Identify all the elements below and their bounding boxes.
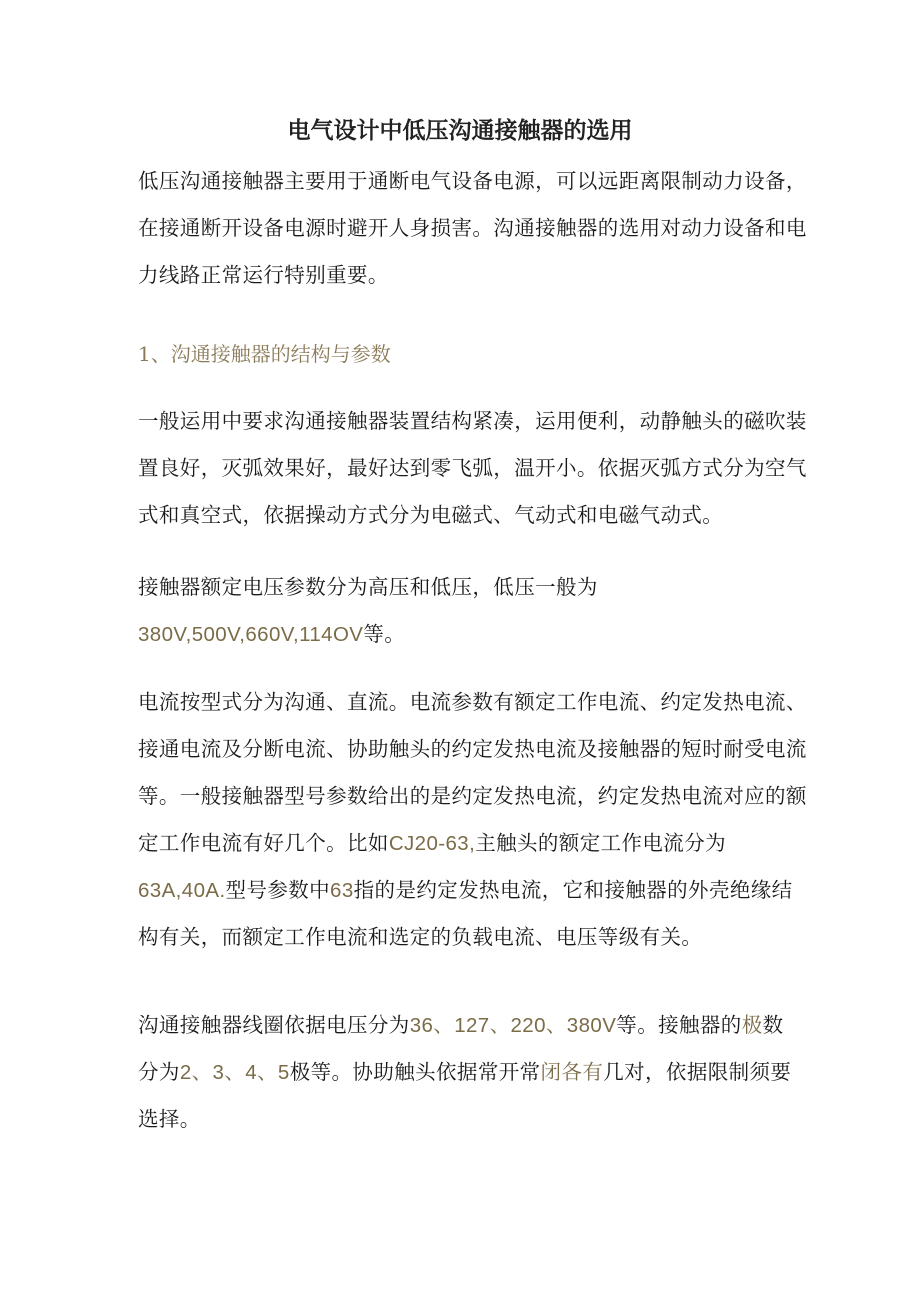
para3-line-5-text-a: 型号参数中: [225, 878, 331, 902]
para3-line-4-text-b: 主触头的额定工作电流分为: [475, 831, 727, 855]
para1-line-2: 置良好，灭弧效果好，最好达到零飞弧，温开小。依据灭弧方式分为空气: [138, 456, 807, 480]
paragraph-coil: [138, 1002, 792, 1143]
para4-line-2-text-b: 极等。协助触头依据常开常: [289, 1060, 541, 1084]
intro-line-3: 力线路正常运行特别重要。: [138, 263, 389, 287]
para4-pole-word: 极: [741, 1013, 763, 1037]
para3-line-3: 等。一般接触器型号参数给出的是约定发热电流，约定发热电流对应的额: [138, 784, 807, 808]
para3-line-5-text-b: 指的是约定发热电流，它和接触器的外壳绝缘结: [353, 878, 793, 902]
para4-line-2-text-d: 几对，依据限制须要: [603, 1060, 792, 1084]
paragraph-current: [138, 679, 807, 961]
current-values: 63A,40A.: [138, 879, 226, 902]
para2-line-2: [138, 611, 788, 658]
coil-voltage-values: 36、127、220、380V: [409, 1014, 617, 1037]
para3-line-4-text-a: 定工作电流有好几个。比如: [138, 831, 389, 855]
para1-line-3: 式和真空式，依据操动方式分为电磁式、气动式和电磁气动式。: [138, 503, 724, 527]
para3-line-6: 构有关，而额定工作电流和选定的负载电流、电压等级有关。: [138, 925, 703, 949]
para4-closed-words: 闭各有: [540, 1060, 604, 1084]
para4-line-1-text-b: 等。接触器的: [616, 1013, 742, 1037]
para2-suffix: 等。: [363, 622, 406, 646]
para4-line-1: [138, 1002, 788, 1049]
para3-line-1: 电流按型式分为沟通、直流。电流参数有额定工作电流、约定发热电流、: [138, 690, 807, 714]
para1-line-1: 一般运用中要求沟通接触器装置结构紧凑，运用便利，动静触头的磁吹装: [138, 409, 807, 433]
para4-line-2: [138, 1049, 792, 1096]
rated-number: 63: [330, 879, 354, 902]
para4-line-3: 选择。: [138, 1107, 201, 1131]
model-number: CJ20-63,: [388, 832, 476, 855]
intro-line-2: 在接通断开设备电源时避开人身损害。沟通接触器的选用对动力设备和电: [138, 216, 807, 240]
document-title: 电气设计中低压沟通接触器的选用: [287, 118, 633, 144]
para4-line-1-text-d: 数: [762, 1013, 784, 1037]
paragraph-structure: [138, 398, 807, 539]
intro-paragraph: [138, 158, 807, 299]
para2-line-1: 接触器额定电压参数分为高压和低压，低压一般为: [138, 575, 598, 599]
section-1-heading: 1、沟通接触器的结构与参数: [138, 342, 391, 366]
paragraph-voltage: [138, 564, 788, 658]
para4-line-1-text-a: 沟通接触器线圈依据电压分为: [138, 1013, 410, 1037]
intro-line-1: 低压沟通接触器主要用于通断电气设备电源，可以远距离限制动力设备，: [138, 169, 807, 193]
voltage-values: 380V,500V,660V,114OV: [138, 623, 364, 646]
para3-line-4: [138, 820, 788, 867]
para3-line-5: [138, 867, 793, 914]
para3-line-2: 接通电流及分断电流、协助触头的约定发热电流及接触器的短时耐受电流: [138, 737, 807, 761]
pole-values: 2、3、4、5: [179, 1061, 290, 1084]
para4-line-2-text-a: 分为: [138, 1060, 180, 1084]
